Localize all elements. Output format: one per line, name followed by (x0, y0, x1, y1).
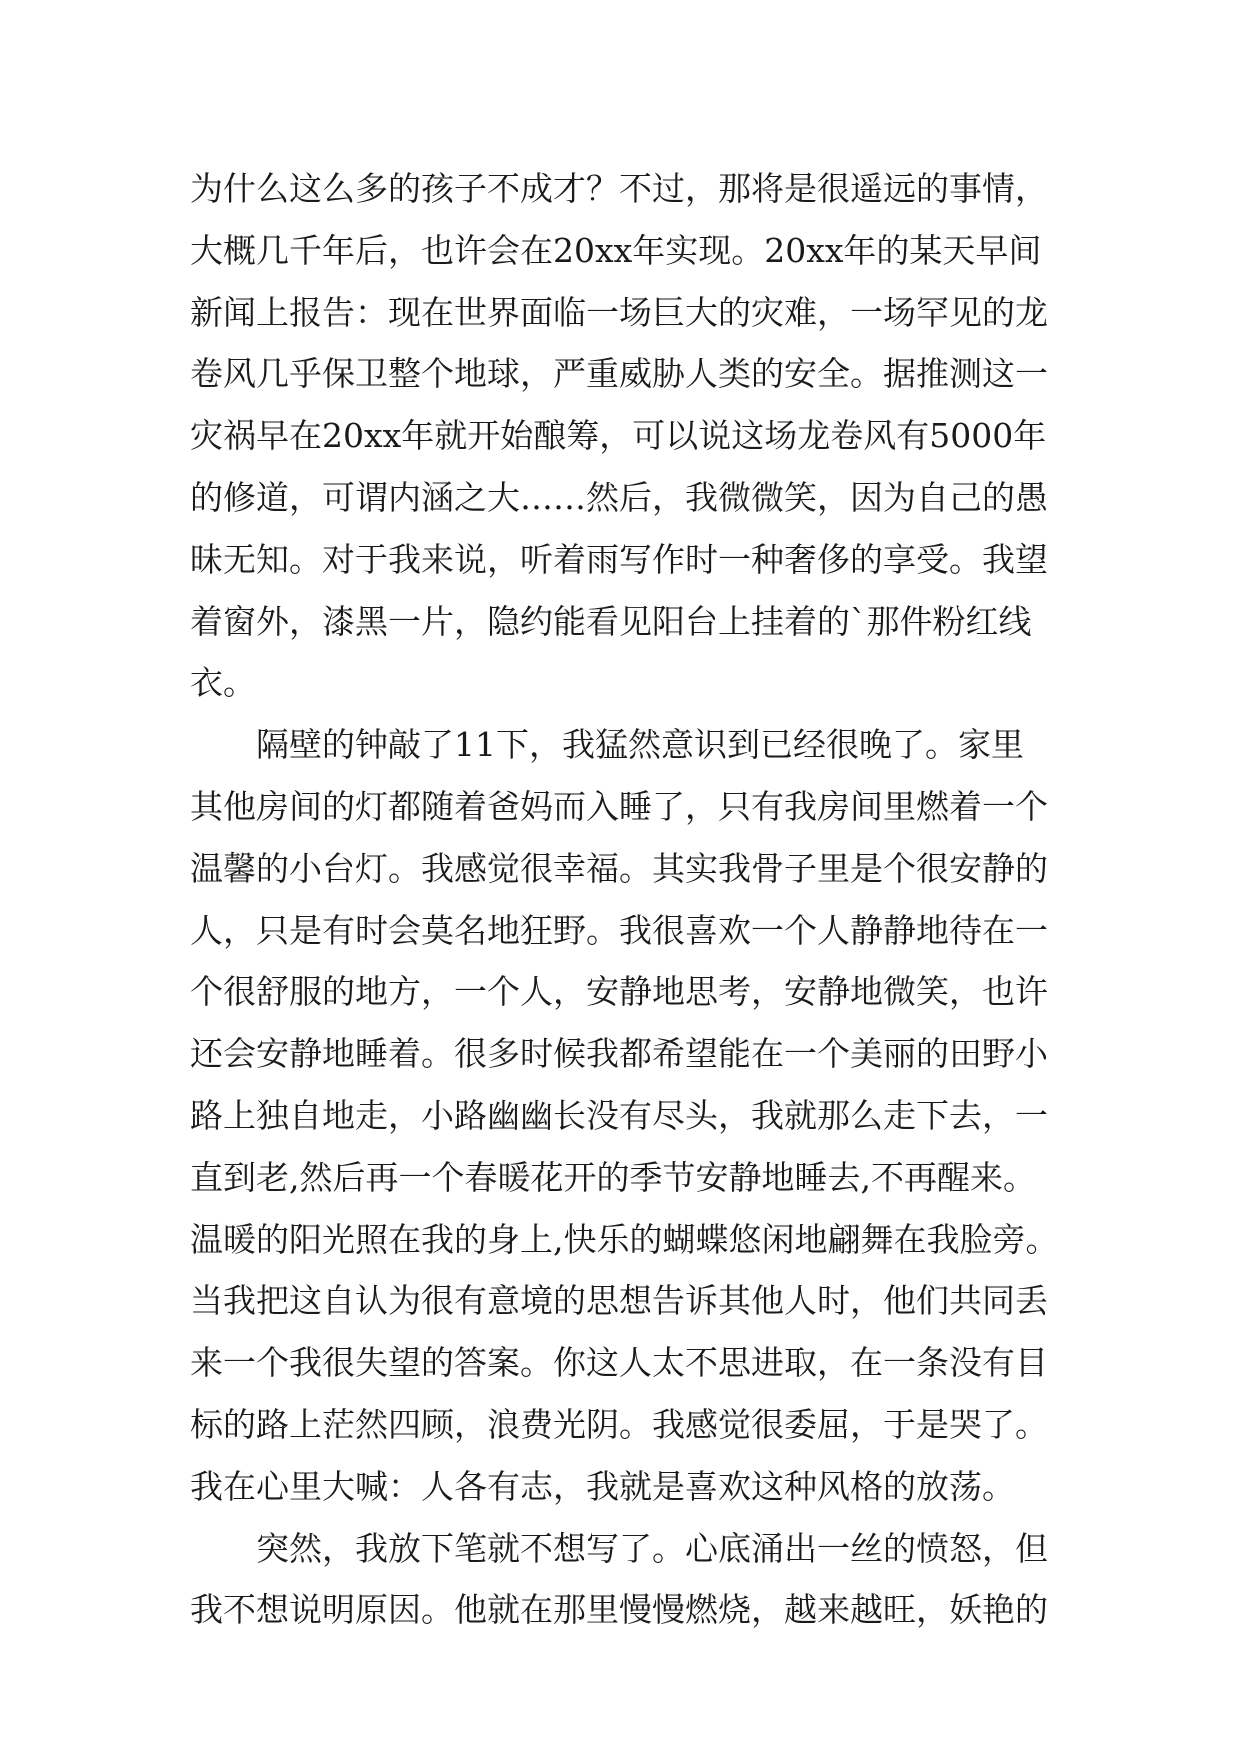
text-line: 标的路上茫然四顾，浪费光阴。我感觉很委屈，于是哭了。 (190, 1404, 1048, 1444)
text-line: 直到老,然后再一个春暖花开的季节安静地睡去,不再醒来。 (190, 1157, 1036, 1197)
text-line: 衣。 (190, 663, 256, 703)
paragraph-start-line: 隔壁的钟敲了11下，我猛然意识到已经很晚了。家里 (256, 725, 1024, 765)
text-line: 我在心里大喊：人各有志，我就是喜欢这种风格的放荡。 (190, 1466, 1015, 1506)
text-line: 的修道，可谓内涵之大……然后，我微微笑，因为自己的愚 (190, 477, 1048, 517)
paragraph-start-line: 突然，我放下笔就不想写了。心底涌出一丝的愤怒，但 (256, 1528, 1048, 1568)
text-line: 大概几千年后，也许会在20xx年实现。20xx年的某天早间 (190, 230, 1042, 270)
text-line: 卷风几乎保卫整个地球，严重威胁人类的安全。据推测这一 (190, 354, 1048, 394)
text-line: 着窗外，漆黑一片，隐约能看见阳台上挂着的`那件粉红线 (190, 601, 1032, 641)
text-line: 温馨的小台灯。我感觉很幸福。其实我骨子里是个很安静的 (190, 848, 1048, 888)
text-line: 昧无知。对于我来说，听着雨写作时一种奢侈的享受。我望 (190, 539, 1048, 579)
text-line: 个很舒服的地方，一个人，安静地思考，安静地微笑，也许 (190, 972, 1048, 1012)
text-line: 新闻上报告：现在世界面临一场巨大的灾难，一场罕见的龙 (190, 292, 1048, 332)
body-text (190, 158, 1070, 1641)
text-line: 还会安静地睡着。很多时候我都希望能在一个美丽的田野小 (190, 1034, 1048, 1074)
text-line: 为什么这么多的孩子不成才？不过，那将是很遥远的事情， (190, 169, 1048, 208)
text-line: 当我把这自认为很有意境的思想告诉其他人时，他们共同丢 (190, 1281, 1048, 1321)
text-line: 其他房间的灯都随着爸妈而入睡了，只有我房间里燃着一个 (190, 786, 1048, 826)
text-line: 我不想说明原因。他就在那里慢慢燃烧，越来越旺，妖艳的 (190, 1590, 1048, 1630)
text-line: 来一个我很失望的答案。你这人太不思进取，在一条没有目 (190, 1343, 1048, 1383)
text-line: 灾祸早在20xx年就开始酿筹，可以说这场龙卷风有5000年 (190, 416, 1047, 456)
text-line: 人，只是有时会莫名地狂野。我很喜欢一个人静静地待在一 (190, 910, 1048, 950)
text-line: 路上独自地走，小路幽幽长没有尽头，我就那么走下去，一 (190, 1095, 1048, 1135)
text-line: 温暖的阳光照在我的身上,快乐的蝴蝶悠闲地翩舞在我脸旁。 (190, 1219, 1059, 1259)
